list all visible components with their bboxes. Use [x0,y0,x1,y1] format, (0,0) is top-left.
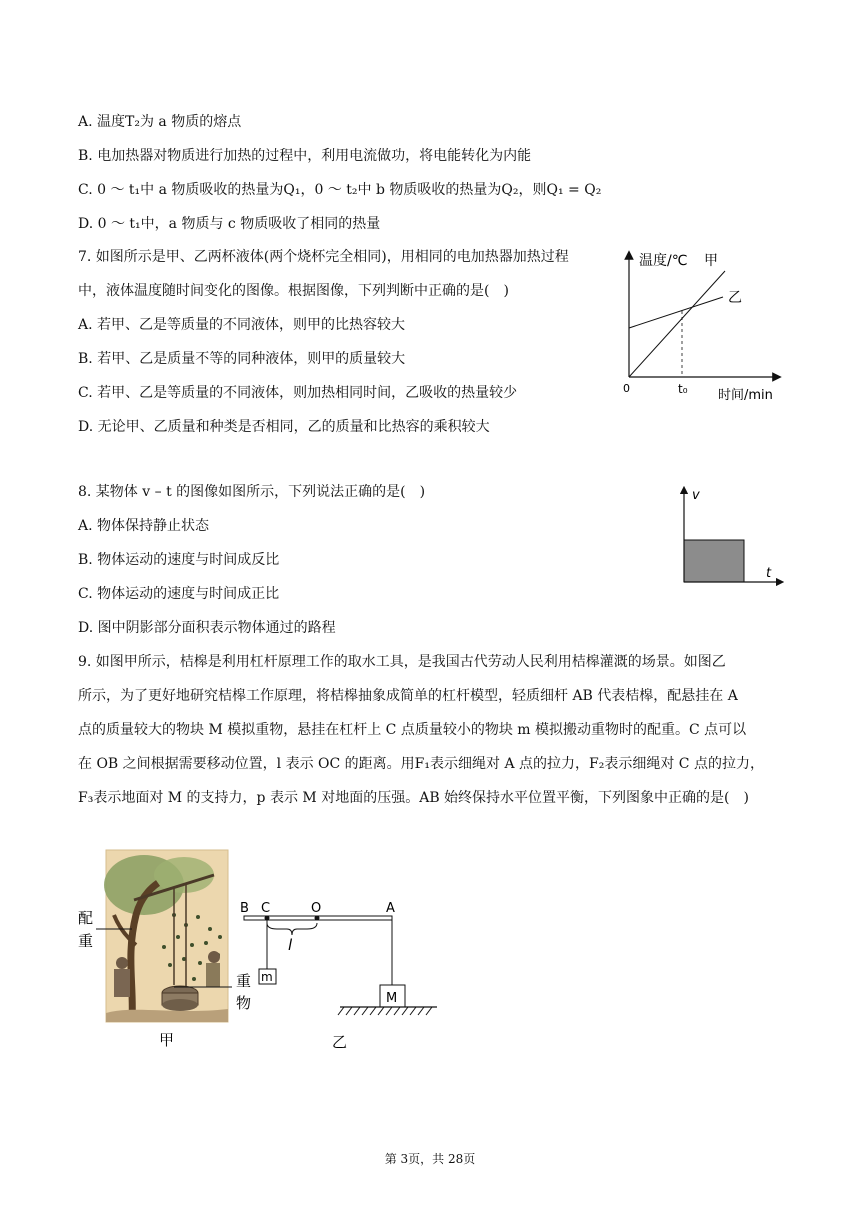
q7-option-b: B. 若甲、乙是质量不等的同种液体，则甲的质量较大 [78,351,406,367]
q8-option-b: B. 物体运动的速度与时间成反比 [78,552,280,568]
q6-option-c: C. 0 ～ t₁中 a 物质吸收的热量为Q₁，0 ～ t₂中 b 物质吸收的热量为Q₂，则Q₁ = Q₂ [78,182,602,198]
pivot-o [315,916,320,921]
label-m-large: M [386,991,398,1006]
q7-line-yi [629,297,723,328]
q6-option-d: D. 0 ～ t₁中，a 物质与 c 物质吸收了相同的热量 [78,216,381,232]
q7-stem-line1: 7. 如图所示是甲、乙两杯液体(两个烧杯完全相同)，用相同的电加热器加热过程 [78,249,569,265]
q9-line-3: 点的质量较大的物块 M 模拟重物，悬挂在杠杆上 C 点质量较小的物块 m 模拟搬动重物时的配重。C 点可以 [78,722,747,738]
q6-option-b: B. 电加热器对物质进行加热的过程中，利用电流做功，将电能转化为内能 [78,148,532,164]
q8-stem: 8. 某物体 v – t 的图像如图所示，下列说法正确的是( ) [78,484,426,500]
q7-option-c: C. 若甲、乙是等质量的不同液体，则加热相同时间，乙吸收的热量较少 [78,385,518,401]
q7-stem-line2: 中，液体温度随时间变化的图像。根据图像，下列判断中正确的是( ) [78,283,509,299]
caption-yi: 乙 [332,1033,348,1051]
q9-figure-yi [232,895,447,1055]
q8-option-c: C. 物体运动的速度与时间成正比 [78,586,280,602]
q8-velocity-time-graph [672,482,787,592]
q7-t0-label: t₀ [678,382,688,396]
q9-line-1: 9. 如图甲所示，桔槔是利用杠杆原理工作的取水工具，是我国古代劳动人民利用桔槔灌溉的场景。如图乙 [78,654,726,670]
label-peizhong-2: 重 [78,932,94,950]
q7-y-label: 温度/℃ [639,253,688,269]
q8-option-a: A. 物体保持静止状态 [78,518,210,534]
q8-y-label: v [692,488,700,503]
q9-line-2: 所示，为了更好地研究桔槔工作原理，将桔槔抽象成简单的杠杆模型，轻质细杆 AB 代表桔槔，配悬挂在 A [78,688,738,704]
q7-option-a: A. 若甲、乙是等质量的不同液体，则甲的比热容较大 [78,317,406,333]
q9-line-4: 在 OB 之间根据需要移动位置，l 表示 OC 的距离。用F₁表示细绳对 A 点的拉力，F₂表示细绳对 C 点的拉力， [78,756,764,772]
label-m-small: m [261,970,273,984]
q8-x-label: t [766,566,772,581]
label-zhongwu-1: 重 [236,972,252,990]
label-zhongwu-2: 物 [236,994,252,1012]
label-a: A [386,901,395,916]
q7-label-jia: 甲 [704,253,718,269]
q9-line-5: F₃表示地面对 M 的支持力，p 表示 M 对地面的压强。AB 始终保持水平位置平衡，下列图象中正确的是( ) [78,790,749,806]
page-footer: 第 3页，共 28页 [384,1152,476,1166]
q6-option-a: A. 温度T₂为 a 物质的熔点 [78,114,242,130]
q7-origin: 0 [623,382,630,395]
q7-x-label: 时间/min [718,388,773,403]
q7-temperature-time-graph [615,245,790,410]
label-o: O [311,901,322,916]
label-l: l [288,936,293,954]
q7-line-jia [629,271,725,377]
label-c: C [261,901,271,916]
q7-option-d: D. 无论甲、乙质量和种类是否相同，乙的质量和比热容的乘积较大 [78,419,490,435]
label-peizhong-1: 配 [78,909,94,927]
q7-label-yi: 乙 [728,290,742,306]
q8-shaded-area [684,540,744,582]
q8-option-d: D. 图中阴影部分面积表示物体通过的路程 [78,620,336,636]
caption-jia: 甲 [159,1031,175,1049]
label-b: B [240,901,249,916]
brace-l [267,923,317,935]
point-c [265,916,270,921]
